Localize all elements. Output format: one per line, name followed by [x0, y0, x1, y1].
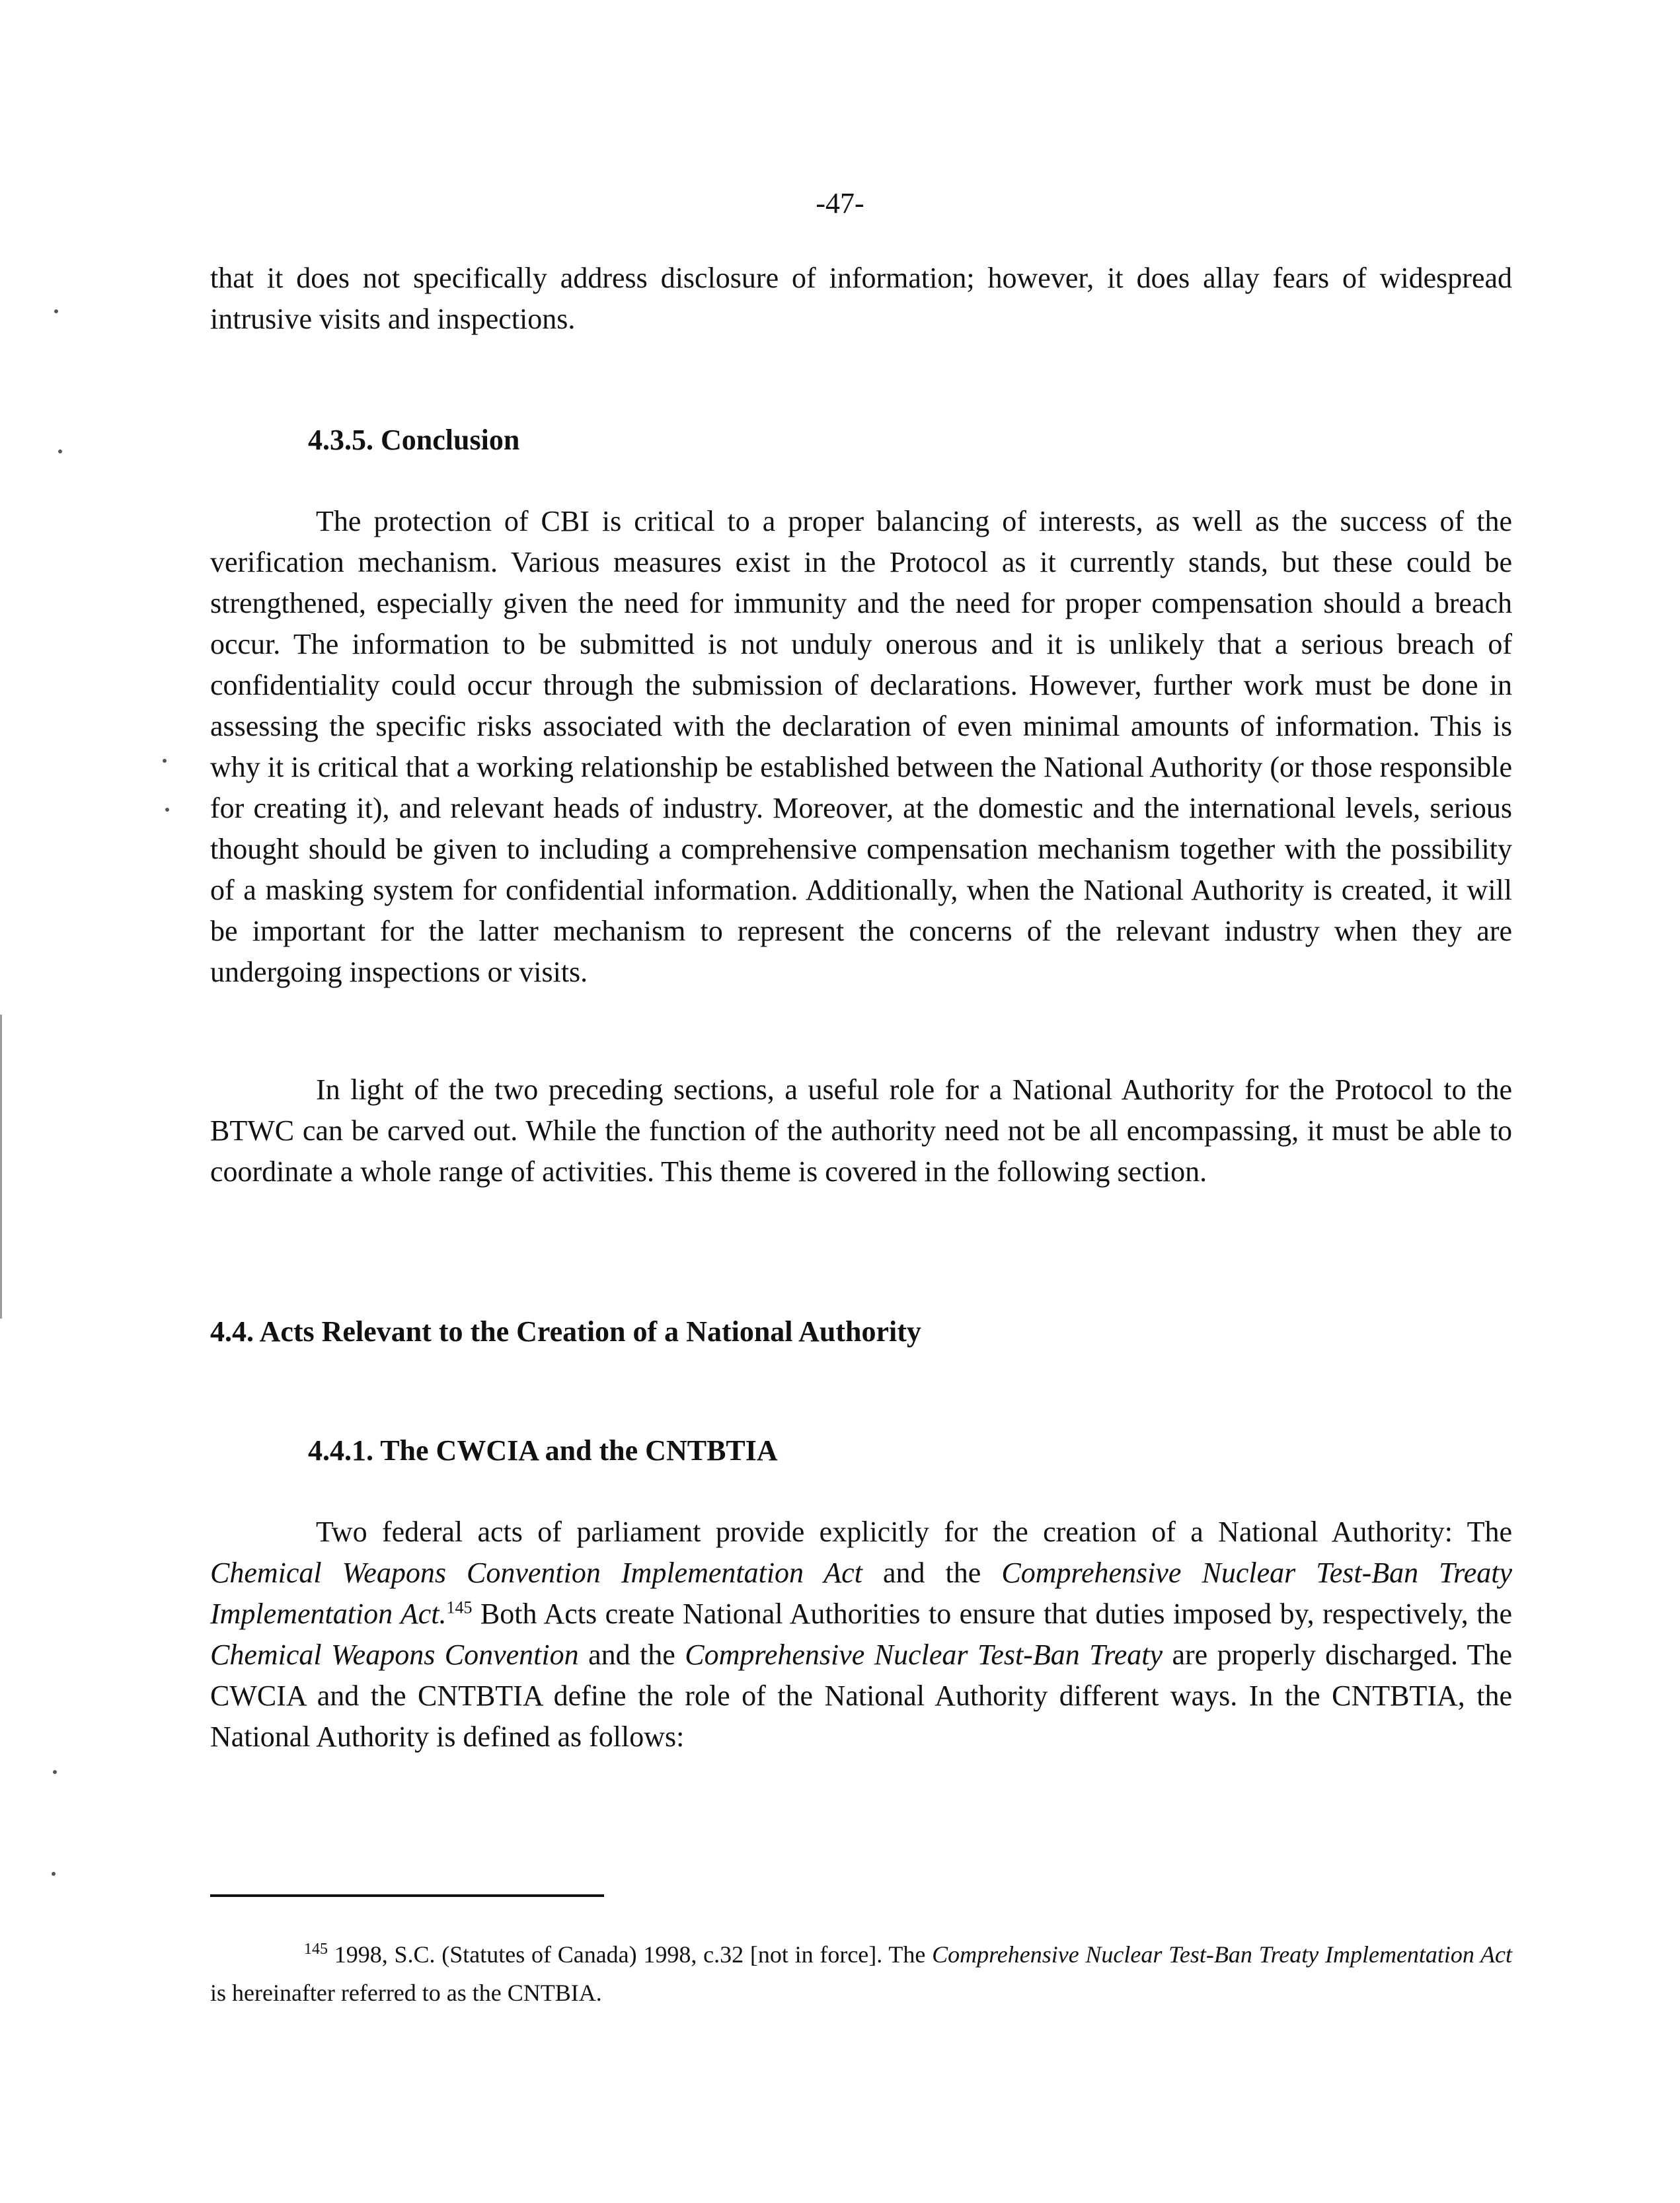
- section-heading-4-4-1: 4.4.1. The CWCIA and the CNTBTIA: [308, 1434, 778, 1467]
- scan-speck: [163, 759, 167, 763]
- conclusion-paragraph-1: [210, 501, 1512, 993]
- footnote-number: 145: [304, 1941, 328, 1958]
- intro-text: that it does not specifically address disclosure of information; however, it does allay fears of widespread intrusive visits and inspections.: [210, 262, 1512, 335]
- acts-text-seg-1: Two federal acts of parliament provide explicitly for the creation of a National Authority: The: [316, 1516, 1512, 1548]
- conclusion-paragraph-2: [210, 1069, 1512, 1192]
- conclusion-text-2: In light of the two preceding sections, a useful role for a National Authority for the Protocol to the BTWC can be carved out. While the function of the authority need not be all encompassing, it must be able to coordinate a whole range of activities. This theme is covered in the following section.: [210, 1073, 1512, 1188]
- page-number: -47-: [816, 187, 864, 219]
- footnote-seg-2: is hereinafter referred to as the CNTBIA.: [210, 1980, 602, 2006]
- footnote-145: [210, 1935, 1512, 2012]
- footnote-divider: [210, 1894, 604, 1897]
- cwcia-title: Chemical Weapons Convention Implementation Act: [210, 1557, 862, 1589]
- section-heading-4-3-5: 4.3.5. Conclusion: [308, 424, 520, 456]
- acts-text-seg-6: are properly discharged. The CWCIA and the CNTBTIA define the role of the National Authority different ways. In the CNTBTIA, the National Authority is defined as follows:: [210, 1639, 1512, 1753]
- scan-speck: [58, 449, 62, 453]
- footnote-seg-1: 1998, S.C. (Statutes of Canada) 1998, c.32 [not in force]. The: [328, 1941, 933, 1968]
- scan-speck: [165, 808, 169, 812]
- acts-text-seg-2: and the: [862, 1557, 1002, 1589]
- cntbtia-title: Comprehensive Nuclear Test-Ban Treaty Implementation Act: [210, 1557, 1512, 1630]
- intro-paragraph: [210, 258, 1512, 340]
- acts-text-seg-3: .: [439, 1598, 447, 1630]
- acts-text-seg-4: Both Acts create National Authorities to ensure that duties imposed by, respectively, the: [472, 1598, 1512, 1630]
- scan-speck: [52, 1872, 56, 1876]
- scan-speck: [53, 1770, 57, 1774]
- scan-speck: [54, 309, 58, 313]
- conclusion-text-1: The protection of CBI is critical to a proper balancing of interests, as well as the success of the verification mechanism. Various measures exist in the Protocol as it currently stands, but these could be strengthened, especially given the need for immunity and the need for proper compensation should a breach occur. The information to be submitted is not unduly onerous and it is unlikely that a serious breach of confidentiality could occur through the submission of declarations. However, further work must be done in assessing the specific risks associated with the declaration of even minimal amounts of information. This is why it is critical that a working relationship be established between the National Authority (or those responsible for creating it), and relevant heads of industry. Moreover, at the domestic and the international levels, serious thought should be given to including a comprehensive compensation mechanism together with the possibility of a masking system for confidential information. Additionally, when the National Authority is created, it will be important for the latter mechanism to represent the concerns of the relevant industry when they are undergoing inspections or visits.: [210, 505, 1512, 988]
- cwc-title: Chemical Weapons Convention: [210, 1639, 579, 1671]
- acts-paragraph: [210, 1512, 1512, 1758]
- acts-text-seg-5: and the: [578, 1639, 685, 1671]
- footnote-reference-145: 145: [446, 1598, 473, 1617]
- footnote-italic-title: Comprehensive Nuclear Test-Ban Treaty Implementation Act: [932, 1941, 1512, 1968]
- section-heading-4-4: 4.4. Acts Relevant to the Creation of a National Authority: [210, 1315, 921, 1348]
- acts-text: [210, 1512, 1512, 1758]
- footnote-text: [210, 1935, 1512, 2012]
- scan-edge-line: [0, 1015, 2, 1319]
- ctbt-title: Comprehensive Nuclear Test-Ban Treaty: [685, 1639, 1163, 1671]
